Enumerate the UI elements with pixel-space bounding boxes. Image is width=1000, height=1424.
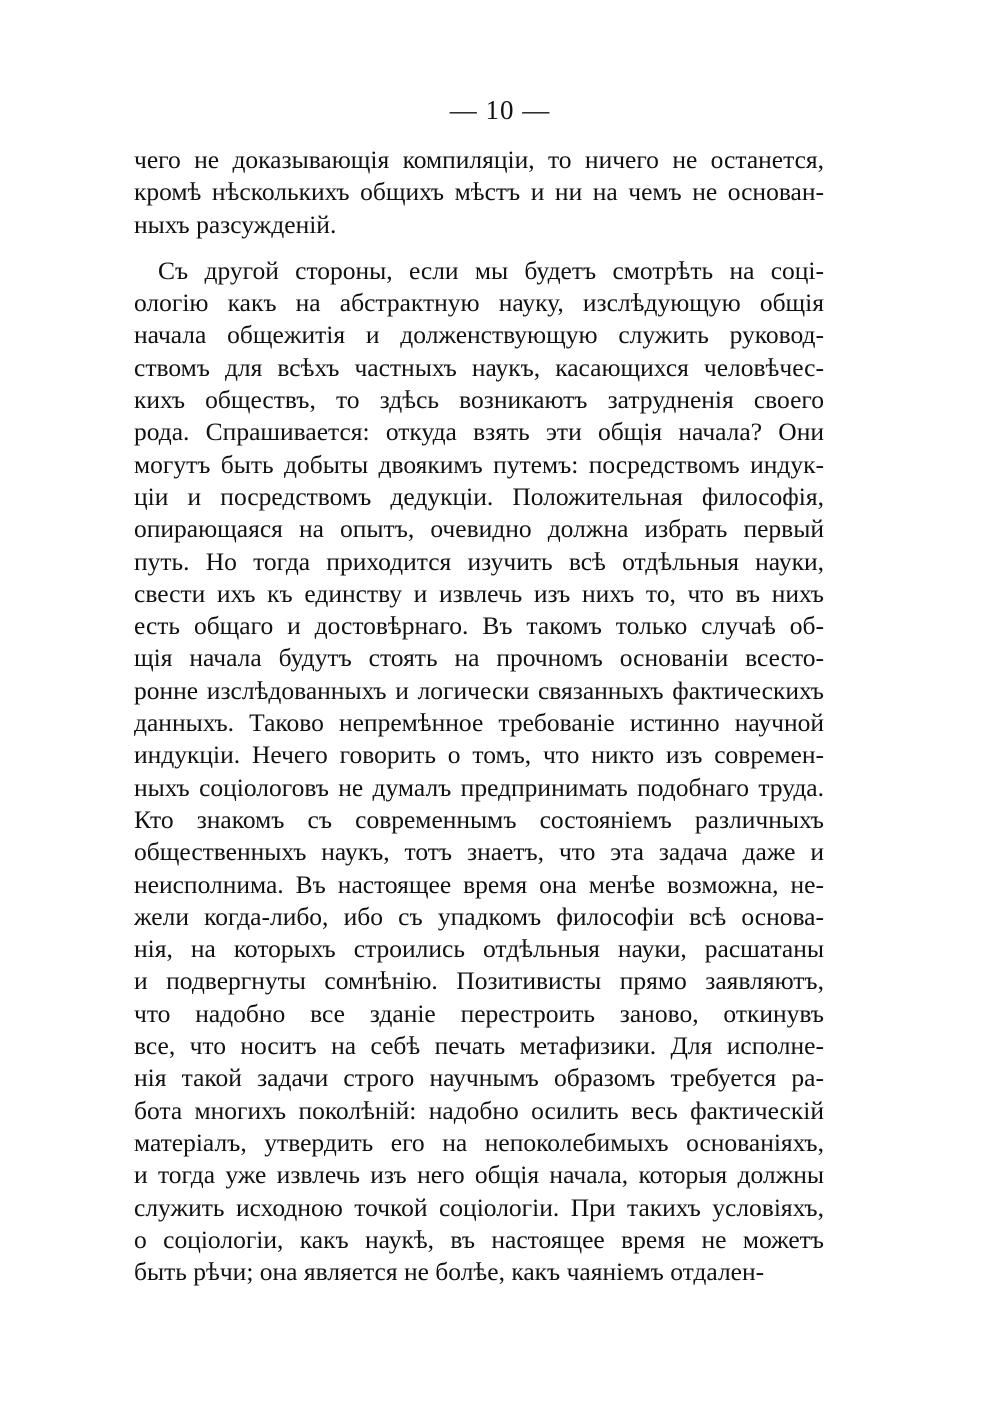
text-line: кромѣ нѣсколькихъ общихъ мѣстъ и ни на чемъ не основан- xyxy=(134,177,824,207)
text-line: данныхъ. Таково непремѣнное требованіе истинно научной xyxy=(134,708,824,738)
text-line: матеріалъ, утвердить его на непоколебимыхъ основаніяхъ, xyxy=(134,1127,824,1157)
text-line: ныхъ соціологовъ не думалъ предпринимать подобнаго труда. xyxy=(134,772,824,802)
text-line: о соціологіи, какъ наукѣ, въ настоящее время не можетъ xyxy=(134,1224,824,1254)
text-line: нія такой задачи строго научнымъ образомъ требуется ра- xyxy=(134,1063,824,1093)
text-line: нія, на которыхъ строились отдѣльныя науки, расшатаны xyxy=(134,934,824,964)
text-line: начала общежитія и долженствующую служить руковод- xyxy=(134,320,824,350)
text-line: Кто знакомъ съ современнымъ состояніемъ различныхъ xyxy=(134,804,824,834)
text-line: и подвергнуты сомнѣнію. Позитивисты прямо заявляютъ, xyxy=(134,966,824,996)
text-line: есть общаго и достовѣрнаго. Въ такомъ только случаѣ об- xyxy=(134,611,824,641)
body-text xyxy=(134,144,824,1288)
text-line: путь. Но тогда приходится изучить всѣ отдѣльныя науки, xyxy=(134,546,824,576)
text-line: быть рѣчи; она является не болѣе, какъ чаяніемъ отдален- xyxy=(134,1257,765,1287)
text-line: ціи и посредствомъ дедукціи. Положительная философія, xyxy=(134,481,824,511)
text-line: все, что носитъ на себѣ печать метафизики. Для исполне- xyxy=(134,1031,824,1061)
text-line: чего не доказывающія компиляціи, то ничего не останется, xyxy=(134,145,824,174)
text-line: общественныхъ наукъ, тотъ знаетъ, что эта задача даже и xyxy=(134,837,824,867)
text-line: бота многихъ поколѣній: надобно осилить весь фактическій xyxy=(134,1095,824,1125)
text-line: опирающаяся на опытъ, очевидно должна избрать первый xyxy=(134,514,824,544)
text-line: щія начала будутъ стоять на прочномъ основаніи всесто- xyxy=(134,643,824,673)
paragraph-gap xyxy=(134,241,824,255)
text-line: неисполнима. Въ настоящее время она менѣе возможна, не- xyxy=(134,869,824,899)
text-line: ологію какъ на абстрактную науку, изслѣдующую общія xyxy=(134,288,824,318)
text-line: рода. Спрашивается: откуда взять эти общія начала? Они xyxy=(134,417,824,447)
text-line: ствомъ для всѣхъ частныхъ наукъ, касающихся человѣчес- xyxy=(134,352,824,382)
text-line: могутъ быть добыты двоякимъ путемъ: посредствомъ индук- xyxy=(134,449,824,479)
text-line: индукціи. Нечего говорить о томъ, что никто изъ современ- xyxy=(134,740,824,770)
text-line: свести ихъ къ единству и извлечь изъ нихъ то, что въ нихъ xyxy=(134,578,824,608)
text-line: и тогда уже извлечь изъ него общія начала, которыя должны xyxy=(134,1160,824,1190)
text-line: служить исходною точкой соціологіи. При такихъ условіяхъ, xyxy=(134,1192,824,1222)
text-line: жели когда-либо, ибо съ упадкомъ философіи всѣ основа- xyxy=(134,901,824,931)
text-line: кихъ обществъ, то здѣсь возникаютъ затрудненія своего xyxy=(134,385,824,415)
page-number: — 10 — xyxy=(449,95,551,125)
text-line: Съ другой стороны, если мы будетъ смотрѣть на соці- xyxy=(158,255,824,285)
text-line: что надобно все зданіе перестроить заново, откинувъ xyxy=(134,998,824,1028)
text-line: ныхъ разсужденій. xyxy=(134,209,337,239)
text-line: ронне изслѣдованныхъ и логически связанныхъ фактическихъ xyxy=(134,675,824,705)
